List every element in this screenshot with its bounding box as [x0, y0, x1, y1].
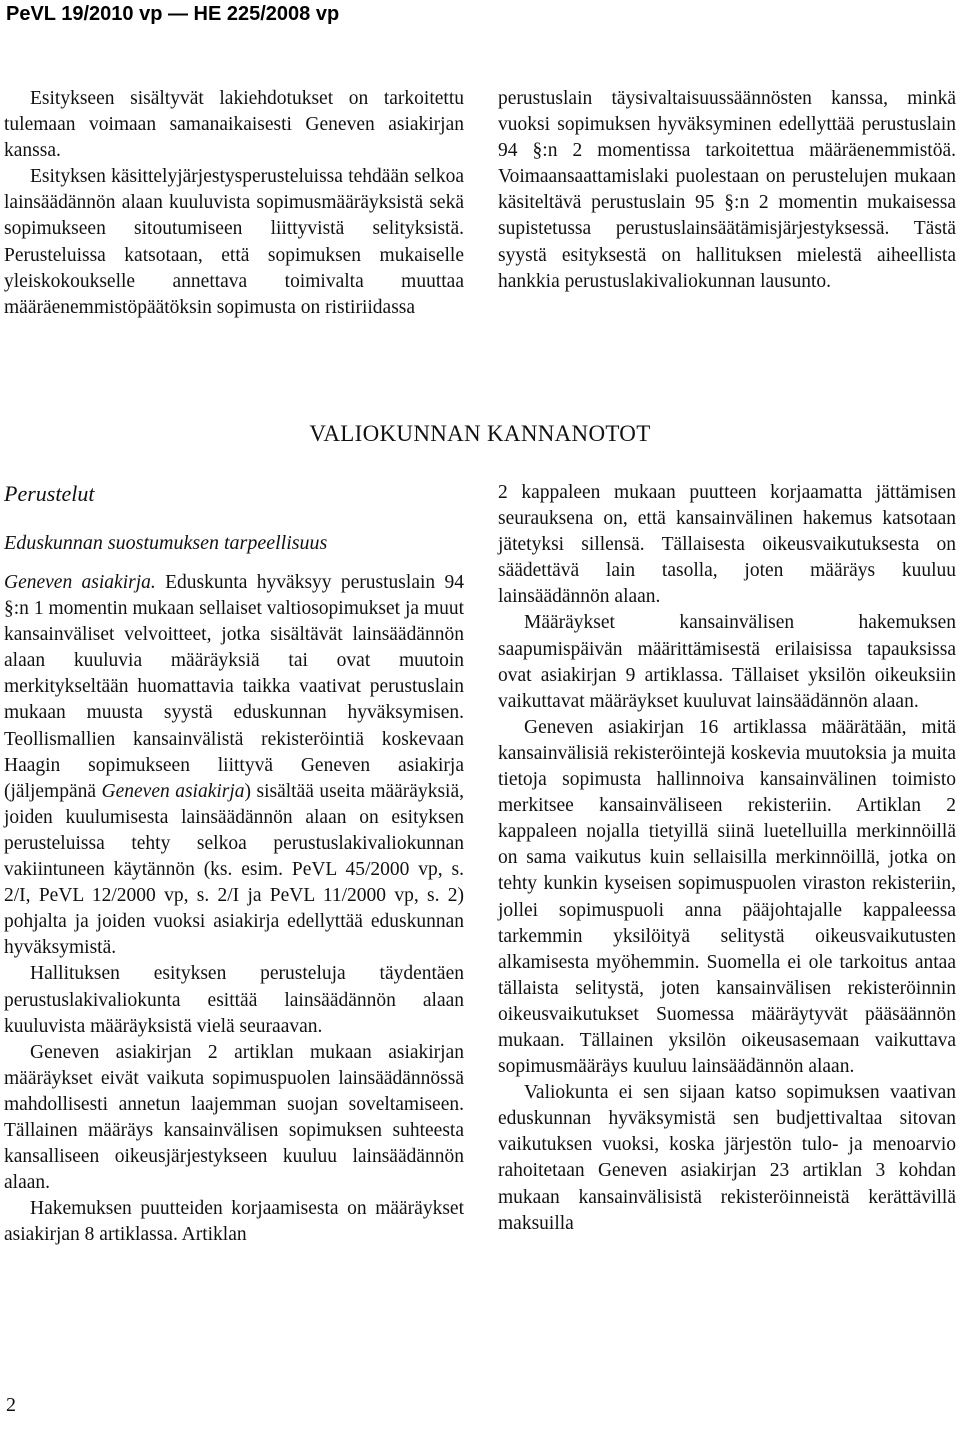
paragraph: Hallituksen esityksen perusteluja täydentäen perustuslakivaliokunta esittää lainsäädännön alaan kuuluvista määräyksistä vielä seuraavan. [4, 963, 464, 1037]
bottom-left-column [4, 480, 464, 1248]
top-right-column [498, 86, 956, 295]
paragraph: Esitykseen sisältyvät lakiehdotukset on tarkoitettu tulemaan voimaan samanaikaisesti Geneven asiakirjan kanssa. [4, 88, 464, 162]
italic-term: Geneven asiakirja [101, 780, 245, 802]
paragraph [4, 570, 464, 961]
paragraph: Geneven asiakirjan 16 artiklassa määrätään, mitä kansainvälisiä rekisteröintejä koskevia muutoksia ja muita tietoja sopimusta hallinnoiva kansainvälinen toimisto merkitsee kansainväliseen rekisteriin. Artiklan 2 kappaleen nojalla tietyillä siinä luetelluilla merkinnöillä on sama vaikutus kuin sellaisilla merkinnöillä, jotka on tehty kunkin kyseisen sopimuspuolen viraston rekisteriin, jollei sopimuspuoli anna pääjohtajalle kappaleessa tarkemmin yksilöityä selitystä oikeusvaikutusten alkamisesta myöhemmin. Suomella ei ole tarkoitus antaa tällaista selitystä, joten kansainvälisen rekisteröinnin oikeusvaikutukset Suomessa määräytyvät pääsäännön mukaan. Tällainen yksilön oikeusasemaan vaikuttava sopimusmääräys kuuluu lainsäädännön alaan. [498, 716, 956, 1078]
paragraph-lead: Geneven asiakirja. [4, 572, 156, 593]
bottom-right-column [498, 480, 956, 1237]
section-title: VALIOKUNNAN KANNANOTOT [309, 421, 651, 446]
page-number: 2 [6, 1394, 16, 1416]
top-left-column [4, 86, 464, 321]
paragraph: 2 kappaleen mukaan puutteen korjaamatta jättämisen seurauksena on, että kansainvälinen hakemus katsotaan jätetyksi sillensä. Tällaisesta oikeusvaikutuksesta on säädettävä lain tasolla, joten määräys kuuluu lainsäädännön alaan. [498, 482, 956, 608]
heading-perustelut: Perustelut [4, 481, 95, 506]
paragraph-text: Eduskunta hyväksyy perustuslain 94 §:n 1 momentin mukaan sellaiset valtiosopimukset ja muut kansainväliset velvoitteet, jotka sisältävät lainsäädännön alaan kuuluvia määräyksiä tai ovat muutoin merkitykseltään huomattavia taikka vaativat perustuslain mukaan muusta syystä eduskunnan hyväksymisen. Teollismallien kansainvälistä rekisteröintiä koskevaan Haagin sopimukseen liittyvä Geneven asiakirja (jäljempänä [4, 572, 464, 802]
paragraph-text: ) sisältää useita määräyksiä, joiden kuulumisesta lainsäädännön alaan on esityksen perusteluissa tehty selkoa perustuslakivaliokunnan vakiintuneen käytännön (ks. esim. PeVL 45/2000 vp, s. 2/I, PeVL 12/2000 vp, s. 2/I ja PeVL 11/2000 vp, s. 2) pohjalta ja joiden vuoksi asiakirja edellyttää eduskunnan hyväksymistä. [4, 780, 464, 959]
page-header: PeVL 19/2010 vp — HE 225/2008 vp [6, 3, 340, 25]
paragraph: Määräykset kansainvälisen hakemuksen saapumispäivän määrittämisestä erilaisissa tapauksissa ovat asiakirjan 9 artiklassa. Tällaiset yksilön oikeuksiin vaikuttavat määräykset kuuluvat lainsäädännön alaan. [498, 612, 956, 712]
paragraph: Valiokunta ei sen sijaan katso sopimuksen vaativan eduskunnan hyväksymistä sen budjettivaltaa sitovan vaikutuksen vuoksi, koska järjestön tulo- ja menoarvio rahoitetaan Geneven asiakirjan 23 artiklan 3 kohdan mukaan kansainvälisistä rekisteröinneistä kerättävillä maksuilla [498, 1082, 956, 1234]
subheading: Eduskunnan suostumuksen tarpeellisuus [4, 532, 328, 554]
paragraph: Hakemuksen puutteiden korjaamisesta on määräykset asiakirjan 8 artiklassa. Artiklan [4, 1198, 464, 1246]
paragraph: Esityksen käsittelyjärjestysperusteluissa tehdään selkoa lainsäädännön alaan kuuluvista sopimusmääräyksistä sekä sopimukseen sitoutumiseen liittyvistä selityksistä. Perusteluissa katsotaan, että sopimuksen mukaiselle yleiskokoukselle annettava toimivalta muuttaa määräenemmistöpäätöksin sopimusta on ristiriidassa [4, 166, 464, 318]
paragraph: perustuslain täysivaltaisuussäännösten kanssa, minkä vuoksi sopimuksen hyväksyminen edellyttää perustuslain 94 §:n 2 momentissa tarkoitettua määräenemmistöä. Voimaansaattamislaki puolestaan on perustelujen mukaan käsiteltävä perustuslain 95 §:n 2 momentin mukaisessa supistetussa perustuslainsäätämisjärjestyksessä. Tästä syystä esityksestä on hallituksen mielestä aiheellista hankkia perustuslakivaliokunnan lausunto. [498, 88, 956, 292]
paragraph: Geneven asiakirjan 2 artiklan mukaan asiakirjan määräykset eivät vaikuta sopimuspuolen lainsäädännössä mahdollisesti annetun laajemman suojan soveltamiseen. Tällainen määräys kansainvälisen sopimuksen suhteesta kansalliseen oikeusjärjestykseen kuuluu lainsäädännön alaan. [4, 1041, 464, 1194]
